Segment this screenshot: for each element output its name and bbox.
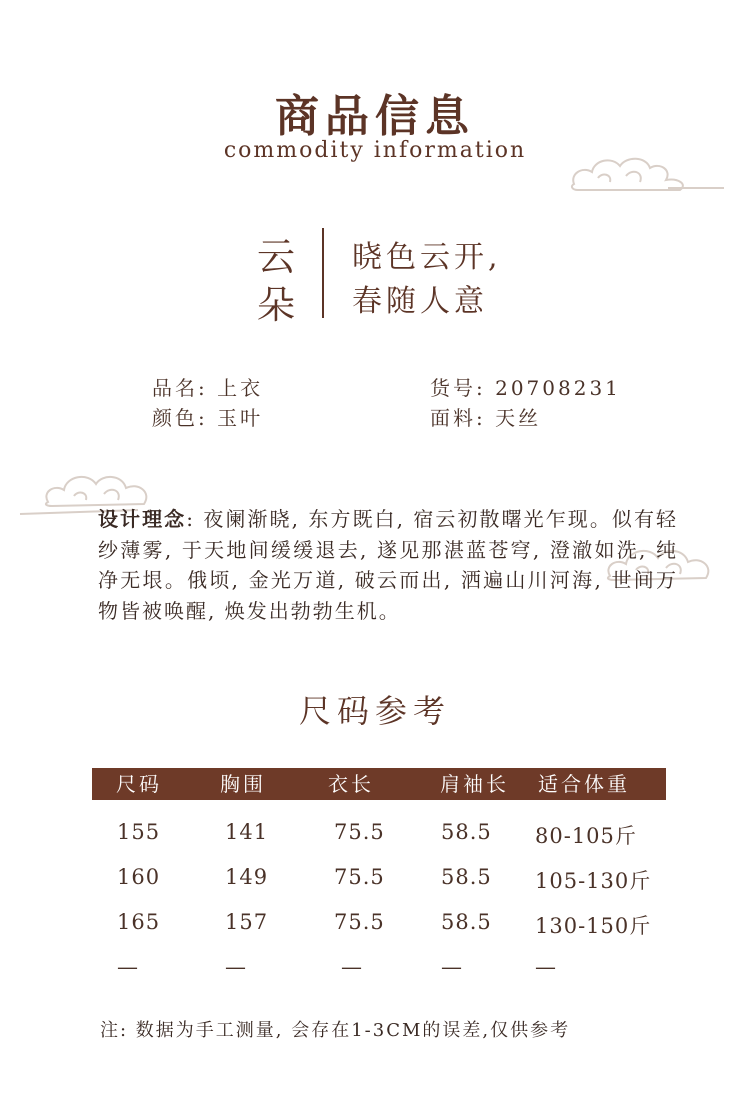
product-name-value: 上衣 (217, 376, 264, 400)
weight-cell: 130-150斤 (535, 914, 652, 938)
slogan-line-1: 晓色云开, (352, 240, 502, 275)
size-cell: 160 (117, 865, 161, 889)
sleeve-cell: 58.5 (441, 865, 492, 889)
design-concept-text: 夜阑渐晓, 东方既白, 宿云初散曙光乍现。似有轻纱薄雾, 于天地间缓缓退去, 遂见那湛蓝苍穹, 澄澈如洗, 纯净无垠。俄顷, 金光万道, 破云而出, 洒遍山川河海, 世间万物皆被唤醒, 焕发出勃勃生机。 (98, 507, 678, 623)
brand-divider (322, 228, 324, 318)
product-sku-value: 20708231 (495, 376, 621, 400)
chest-cell: 149 (225, 865, 269, 889)
product-color (152, 402, 263, 431)
product-name (152, 372, 263, 401)
size-table-header-cell: 肩袖长 (440, 772, 509, 796)
cloud-decoration-icon (568, 148, 728, 196)
measurement-note: 注: 数据为手工测量, 会存在1-3CM的误差,仅供参考 (100, 1020, 571, 1041)
length-cell: 75.5 (334, 910, 385, 934)
chest-cell: 157 (225, 910, 269, 934)
chest-cell: 141 (225, 820, 269, 844)
product-color-label: 颜色: (152, 406, 208, 430)
product-fabric (430, 402, 541, 431)
design-concept-colon: : (186, 507, 204, 531)
sleeve-cell: 58.5 (441, 910, 492, 934)
slogan-line-2: 春随人意 (352, 284, 488, 319)
product-name-label: 品名: (152, 376, 208, 400)
sleeve-cell: — (441, 955, 463, 979)
chest-cell: — (225, 955, 247, 979)
weight-cell: 80-105斤 (535, 824, 637, 848)
length-cell: 75.5 (334, 865, 385, 889)
size-table-header-cell: 尺码 (116, 772, 162, 796)
weight-cell: — (535, 955, 557, 979)
brand-char-1: 云 (257, 235, 296, 279)
design-concept-label: 设计理念 (98, 507, 187, 531)
product-fabric-label: 面料: (430, 406, 486, 430)
page-subtitle: commodity information (223, 138, 527, 163)
brand-char-2: 朵 (257, 283, 296, 327)
product-color-value: 玉叶 (217, 406, 264, 430)
length-cell: 75.5 (334, 820, 385, 844)
length-cell: — (341, 955, 363, 979)
sleeve-cell: 58.5 (441, 820, 492, 844)
size-section-title: 尺码参考 (298, 692, 451, 730)
weight-cell: 105-130斤 (535, 869, 652, 893)
size-table-header (92, 768, 666, 800)
size-table-header-cell: 衣长 (328, 772, 374, 796)
size-cell: 165 (117, 910, 161, 934)
size-table-header-cell: 胸围 (220, 772, 266, 796)
product-sku-label: 货号: (430, 376, 486, 400)
design-concept (98, 504, 678, 626)
page-title: 商品信息 (275, 91, 475, 142)
size-cell: — (117, 955, 139, 979)
size-table-header-cell: 适合体重 (538, 772, 630, 796)
product-fabric-value: 天丝 (495, 406, 542, 430)
size-cell: 155 (117, 820, 161, 844)
product-sku (430, 372, 621, 401)
